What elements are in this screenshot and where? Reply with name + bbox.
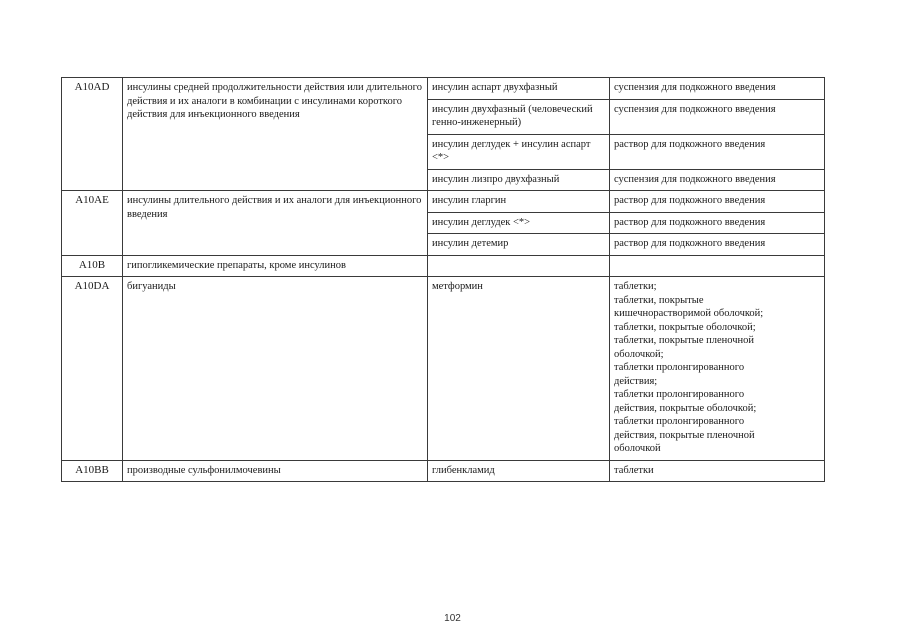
drug-name: инсулин двухфазный (человеческий генно-инженерный) (428, 99, 610, 134)
table-row (62, 460, 825, 482)
atc-code: A10BB (62, 460, 123, 482)
atc-code: A10AD (62, 78, 123, 191)
dosage-form: действия, покрытые пленочной (614, 429, 755, 441)
dosage-form: действия; (614, 375, 658, 387)
atc-group: инсулины длительного действия и их аналоги для инъекционного введения (123, 191, 428, 256)
dosage-form: таблетки, покрытые (614, 294, 704, 306)
atc-code: A10B (62, 255, 123, 277)
drug-name: глибенкламид (428, 460, 610, 482)
dosage-form: суспензия для подкожного введения (610, 99, 825, 134)
dosage-form: таблетки (610, 460, 825, 482)
atc-code: A10DA (62, 277, 123, 461)
dosage-form: раствор для подкожного введения (610, 212, 825, 234)
dosage-form: таблетки, покрытые оболочкой; (614, 321, 756, 333)
drug-name: инсулин лизпро двухфазный (428, 169, 610, 191)
table-row (62, 255, 825, 277)
dosage-form: раствор для подкожного введения (610, 234, 825, 256)
drug-name (428, 255, 610, 277)
drug-name: инсулин гларгин (428, 191, 610, 213)
dosage-form: раствор для подкожного введения (610, 191, 825, 213)
table-row (62, 78, 825, 100)
dosage-form: таблетки, покрытые пленочной (614, 335, 755, 346)
dosage-form: оболочкой; (614, 348, 664, 360)
dosage-form: суспензия для подкожного введения (610, 169, 825, 191)
drug-table (61, 77, 825, 482)
drug-name: метформин (428, 277, 610, 461)
table-row (62, 277, 825, 461)
dosage-form: таблетки пролонгированного (614, 389, 745, 400)
dosage-form: оболочкой (614, 443, 661, 454)
dosage-form: таблетки пролонгированного (614, 362, 745, 373)
dosage-form-list (610, 277, 825, 461)
dosage-form: таблетки; (614, 281, 657, 292)
atc-code: A10AE (62, 191, 123, 256)
dosage-form: кишечнорастворимой оболочкой; (614, 308, 764, 319)
dosage-form: действия, покрытые оболочкой; (614, 402, 757, 414)
drug-name: инсулин деглудек + инсулин аспарт <*> (428, 134, 610, 169)
drug-name: инсулин аспарт двухфазный (428, 78, 610, 100)
dosage-form: суспензия для подкожного введения (610, 78, 825, 100)
dosage-form: таблетки пролонгированного (614, 416, 745, 427)
drug-name: инсулин деглудек <*> (428, 212, 610, 234)
dosage-form: раствор для подкожного введения (610, 134, 825, 169)
drug-name: инсулин детемир (428, 234, 610, 256)
table-row (62, 191, 825, 213)
atc-group: бигуаниды (123, 277, 428, 461)
dosage-form (610, 255, 825, 277)
atc-group: гипогликемические препараты, кроме инсулинов (123, 255, 428, 277)
atc-group: производные сульфонилмочевины (123, 460, 428, 482)
page-number: 102 (444, 613, 461, 624)
atc-group: инсулины средней продолжительности действия или длительного действия и их аналоги в комбинации с инсулинами короткого действия для инъекционного введения (123, 78, 428, 191)
